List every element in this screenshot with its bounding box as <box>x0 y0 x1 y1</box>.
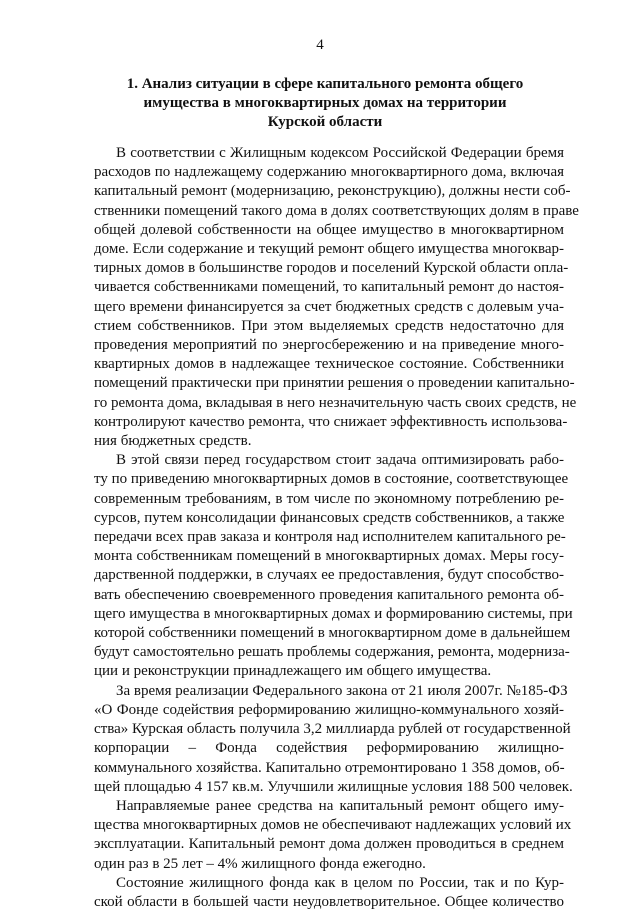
text-line: современным требованиям, в том числе по экономному потреблению ре- <box>94 490 564 507</box>
text-line: капитальный ремонт (модернизацию, реконструкцию), должны нести соб- <box>94 183 571 200</box>
text-line: которой собственники помещений в многоквартирном доме в дальнейшем <box>94 625 571 642</box>
paragraph <box>94 451 573 681</box>
text-line: дарственной поддержки, в случаях ее предоставления, будут способство- <box>94 567 564 584</box>
text-line: щества многоквартирных домов не обеспечивают надлежащих условий их <box>94 817 572 834</box>
paragraph <box>94 682 573 797</box>
text-line: доме. Если содержание и текущий ремонт общего имущества многоквар- <box>94 241 564 258</box>
text-line: Состояние жилищного фонда как в целом по России, так и по Кур- <box>116 874 564 891</box>
text-line: вать обеспечению своевременного проведения капитального ремонта об- <box>94 586 564 603</box>
text-line: В этой связи перед государством стоит задача оптимизировать рабо- <box>116 452 564 469</box>
text-line: чивается собственниками помещений, то капитальный ремонт до настоя- <box>94 279 564 296</box>
text-line: «О Фонде содействия реформированию жилищно-коммунального хозяй- <box>94 701 564 718</box>
text-line: корпорации – Фонда содействия реформированию жилищно- <box>94 740 564 757</box>
text-line: ственники помещений такого дома в долях соответствующих долям в праве <box>94 202 579 219</box>
text-line: контролируют качество ремонта, что снижает эффективность использова- <box>94 413 568 430</box>
text-line: проведения мероприятий по энергосбережению и на приведение много- <box>94 337 564 354</box>
section-title-line: Курской области <box>267 114 383 130</box>
text-line: Направляемые ранее средства на капитальный ремонт общего иму- <box>116 797 564 814</box>
text-line: квартирных домов в надлежащее техническое состояние. Собственники <box>94 356 564 373</box>
paragraph <box>94 144 579 451</box>
text-line: эксплуатации. Капитальный ремонт дома должен проводиться в среднем <box>94 836 564 853</box>
text-line: ния бюджетных средств. <box>94 433 252 450</box>
text-line: монта собственникам помещений в многоквартирных домах. Меры госу- <box>94 548 564 565</box>
text-line: го ремонта дома, вкладывая в него незначительную часть своих средств, не <box>94 394 577 411</box>
text-line: ства» Курская область получила 3,2 миллиарда рублей от государственной <box>94 721 571 738</box>
text-line: общей долевой собственности на общее имущество в многоквартирном <box>94 221 564 238</box>
page-number: 4 <box>316 37 324 53</box>
text-line: сурсов, путем консолидации финансовых средств собственников, а также <box>94 509 565 526</box>
section-title-line: имущества в многоквартирных домах на территории <box>143 95 507 111</box>
paragraph <box>94 874 564 912</box>
text-line: помещений практически при принятии решения о проведении капитально- <box>94 375 575 392</box>
text-line: коммунального хозяйства. Капитально отремонтировано 1 358 домов, об- <box>94 759 565 776</box>
text-line: щего времени финансируется за счет бюджетных средств с долевым уча- <box>94 298 564 315</box>
paragraph <box>94 797 572 874</box>
text-line: За время реализации Федерального закона от 21 июля 2007г. №185-ФЗ <box>116 682 568 699</box>
text-line: ции и реконструкции принадлежащего им общего имущества. <box>94 663 492 680</box>
text-line: будут самостоятельно решать проблемы содержания, ремонта, модерниза- <box>94 644 570 661</box>
section-title <box>100 75 550 132</box>
text-line: расходов по надлежащему содержанию многоквартирного дома, включая <box>94 164 564 181</box>
text-line: один раз в 25 лет – 4% жилищного фонда ежегодно. <box>94 855 426 872</box>
text-line: тирных домов в большинстве городов и поселений Курской области опла- <box>94 260 569 277</box>
text-line: щей площадью 4 157 кв.м. Улучшили жилищные условия 188 500 человек. <box>94 778 573 795</box>
text-line: ту по приведению многоквартирных домов в состояние, соответствующее <box>94 471 569 488</box>
text-line: стием собственников. При этом выделяемых средств недостаточно для <box>94 317 564 334</box>
document-body <box>94 144 579 912</box>
text-line: В соответствии с Жилищным кодексом Российской Федерации бремя <box>116 145 564 161</box>
text-line: щего имущества в многоквартирных домах и формированию системы, при <box>94 605 573 622</box>
text-line: ской области в большей части неудовлетворительное. Общее количество <box>94 893 564 910</box>
section-title-line: 1. Анализ ситуации в сфере капитального ремонта общего <box>126 76 524 92</box>
text-line: передачи всех прав заказа и контроля над исполнителем капитального ре- <box>94 529 566 546</box>
